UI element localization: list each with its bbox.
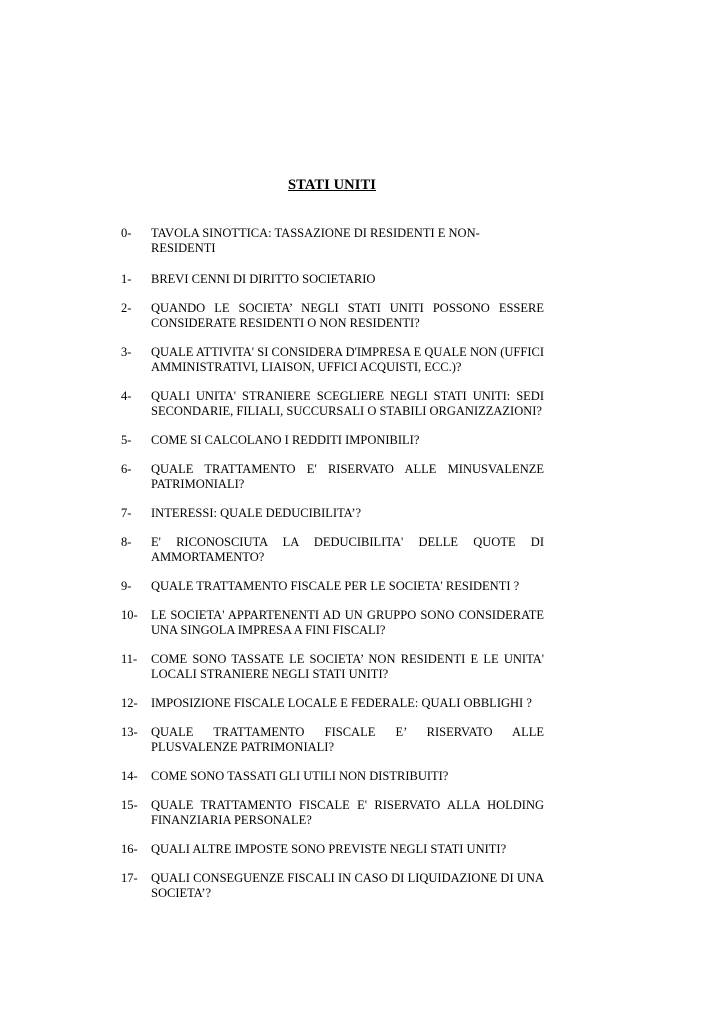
toc-item-text: QUANDO LE SOCIETA’ NEGLI STATI UNITI POSSONO ESSERE CONSIDERATE RESIDENTI O NON RESIDENTI? xyxy=(151,301,544,330)
toc-item-text: INTERESSI: QUALE DEDUCIBILITA’? xyxy=(151,506,362,520)
toc-item-number: 10- xyxy=(121,608,138,622)
toc-item-15 xyxy=(121,798,544,828)
toc-item-text: COME SONO TASSATI GLI UTILI NON DISTRIBUITI? xyxy=(151,769,449,783)
toc-item-number: 5- xyxy=(121,433,132,447)
toc-item-text: QUALE TRATTAMENTO FISCALE E' RISERVATO ALLA HOLDING FINANZIARIA PERSONALE? xyxy=(151,798,544,827)
toc-item-text: COME SONO TASSATE LE SOCIETA’ NON RESIDENTI E LE UNITA' LOCALI STRANIERE NEGLI STATI UNITI? xyxy=(151,652,544,681)
toc-item-12 xyxy=(121,696,544,711)
toc-item-text: COME SI CALCOLANO I REDDITI IMPONIBILI? xyxy=(151,433,420,447)
toc-item-17 xyxy=(121,871,544,901)
toc-item-number: 3- xyxy=(121,345,132,359)
toc-item-number: 12- xyxy=(121,696,138,710)
toc-item-0 xyxy=(121,226,544,256)
toc-item-3 xyxy=(121,345,544,375)
toc-item-14 xyxy=(121,769,544,784)
toc-item-4 xyxy=(121,389,544,419)
toc-item-text: IMPOSIZIONE FISCALE LOCALE E FEDERALE: QUALI OBBLIGHI ? xyxy=(151,696,532,710)
toc-item-1 xyxy=(121,272,544,287)
toc-item-number: 16- xyxy=(121,842,138,856)
toc-item-number: 13- xyxy=(121,725,138,739)
toc-item-text: QUALE TRATTAMENTO FISCALE E’ RISERVATO ALLE PLUSVALENZE PATRIMONIALI? xyxy=(151,725,544,754)
toc-item-text: LE SOCIETA' APPARTENENTI AD UN GRUPPO SONO CONSIDERATE UNA SINGOLA IMPRESA A FINI FISCALI? xyxy=(151,608,544,637)
toc-item-text: TAVOLA SINOTTICA: TASSAZIONE DI RESIDENTI E NON-RESIDENTI xyxy=(151,226,480,255)
toc-item-number: 2- xyxy=(121,301,132,315)
toc-item-number: 0- xyxy=(121,226,132,240)
toc-item-16 xyxy=(121,842,544,857)
toc-item-2 xyxy=(121,301,544,331)
toc-item-number: 15- xyxy=(121,798,138,812)
toc-item-number: 11- xyxy=(121,652,138,666)
toc-item-number: 8- xyxy=(121,535,132,549)
toc-item-text: QUALI CONSEGUENZE FISCALI IN CASO DI LIQUIDAZIONE DI UNA SOCIETA’? xyxy=(151,871,544,900)
toc-item-text: QUALI UNITA' STRANIERE SCEGLIERE NEGLI STATI UNITI: SEDI SECONDARIE, FILIALI, SUCCURSALI O STABILI ORGANIZZAZIONI? xyxy=(151,389,544,418)
toc-item-number: 17- xyxy=(121,871,138,885)
toc-item-6 xyxy=(121,462,544,492)
toc-item-number: 9- xyxy=(121,579,132,593)
toc-item-text: BREVI CENNI DI DIRITTO SOCIETARIO xyxy=(151,272,376,286)
page-title: STATI UNITI xyxy=(288,177,376,193)
toc-item-text: QUALE ATTIVITA' SI CONSIDERA D'IMPRESA E QUALE NON (UFFICI AMMINISTRATIVI, LIAISON, UFFICI ACQUISTI, ECC.)? xyxy=(151,345,544,374)
toc-item-number: 6- xyxy=(121,462,132,476)
toc-item-text: QUALE TRATTAMENTO FISCALE PER LE SOCIETA' RESIDENTI ? xyxy=(151,579,520,593)
toc-item-11 xyxy=(121,652,544,682)
toc-item-number: 7- xyxy=(121,506,132,520)
toc-item-5 xyxy=(121,433,544,448)
toc-item-number: 4- xyxy=(121,389,132,403)
toc-item-8 xyxy=(121,535,544,565)
toc-item-text: E' RICONOSCIUTA LA DEDUCIBILITA' DELLE QUOTE DI AMMORTAMENTO? xyxy=(151,535,544,564)
toc-item-number: 1- xyxy=(121,272,132,286)
toc-item-text: QUALE TRATTAMENTO E' RISERVATO ALLE MINUSVALENZE PATRIMONIALI? xyxy=(151,462,544,491)
toc-item-9 xyxy=(121,579,544,594)
toc-item-text: QUALI ALTRE IMPOSTE SONO PREVISTE NEGLI STATI UNITI? xyxy=(151,842,507,856)
toc-item-7 xyxy=(121,506,544,521)
toc-item-number: 14- xyxy=(121,769,138,783)
toc-item-10 xyxy=(121,608,544,638)
table-of-contents xyxy=(121,226,544,915)
toc-item-13 xyxy=(121,725,544,755)
